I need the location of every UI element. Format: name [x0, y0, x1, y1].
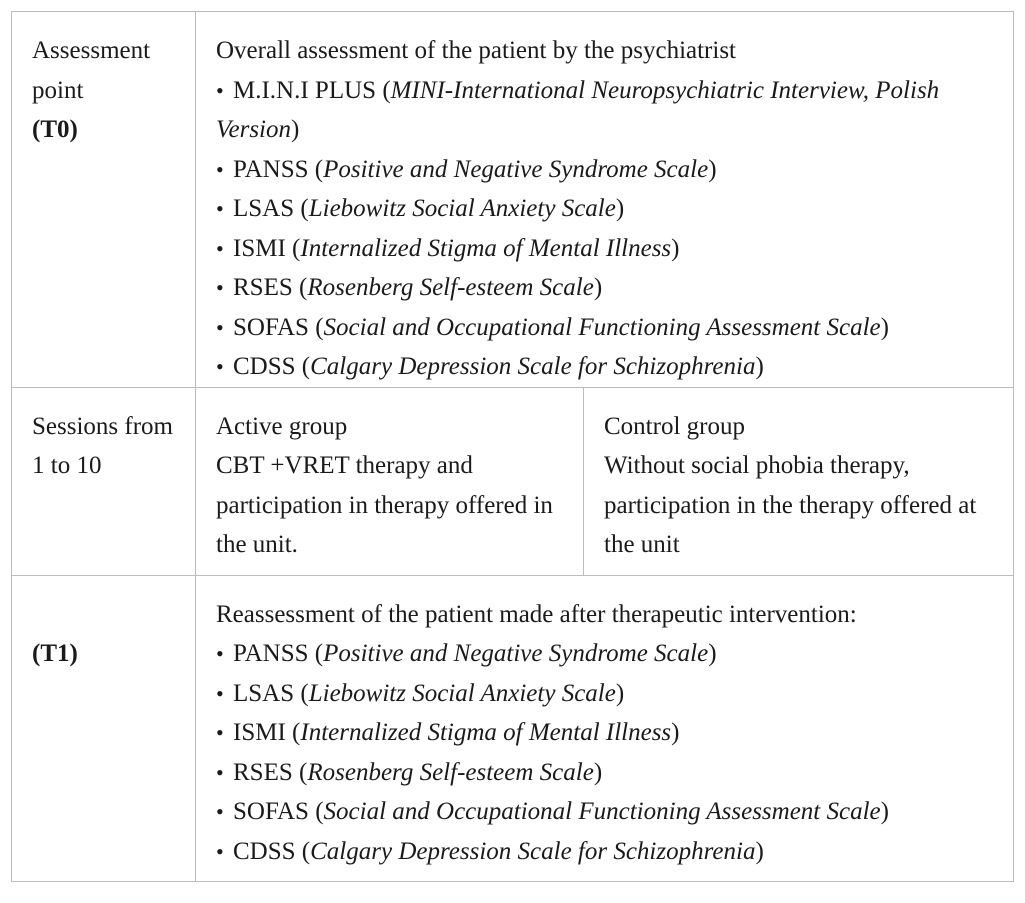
- list-item: • PANSS (Positive and Negative Syndrome Scale): [216, 150, 1003, 190]
- t0-content-cell: [196, 12, 1014, 388]
- t1-label-code: (T1): [32, 639, 78, 667]
- t0-heading: Overall assessment of the patient by the psychiatrist: [216, 37, 737, 64]
- measure-full-name: Calgary Depression Scale for Schizophrenia: [310, 353, 756, 380]
- measure-abbr: SOFAS: [233, 798, 309, 825]
- list-item: • ISMI (Internalized Stigma of Mental Illness): [216, 229, 1003, 269]
- list-item: • RSES (Rosenberg Self-esteem Scale): [216, 268, 1003, 308]
- t1-content-cell: [196, 575, 1014, 881]
- measure-full-name: Social and Occupational Functioning Assessment Scale: [323, 798, 881, 825]
- t0-label-text: Assessment point: [32, 37, 151, 104]
- bullet-icon: •: [216, 314, 224, 340]
- list-item: • M.I.N.I PLUS (MINI-International Neuropsychiatric Interview, Polish Version): [216, 71, 1003, 150]
- measure-abbr: SOFAS: [233, 313, 309, 341]
- measure-abbr: CDSS: [233, 837, 296, 865]
- active-group-text: CBT +VRET therapy and participation in therapy offered in the unit.: [216, 452, 553, 558]
- bullet-icon: •: [216, 354, 224, 379]
- list-item: • SOFAS (Social and Occupational Functioning Assessment Scale): [216, 792, 1003, 832]
- bullet-icon: •: [216, 235, 224, 261]
- table-row-sessions: [12, 387, 1014, 575]
- measure-abbr: LSAS: [233, 679, 295, 707]
- measure-abbr: ISMI: [233, 719, 286, 746]
- bullet-icon: •: [216, 838, 224, 864]
- measure-full-name: Positive and Negative Syndrome Scale: [323, 155, 709, 183]
- t0-label-code: (T0): [32, 116, 78, 143]
- list-item: • SOFAS (Social and Occupational Functioning Assessment Scale): [216, 308, 1003, 348]
- list-item: • PANSS (Positive and Negative Syndrome Scale): [216, 634, 1003, 674]
- control-group-text: Without social phobia therapy, participation in the therapy offered at the unit: [604, 452, 977, 558]
- sessions-label: Sessions from 1 to 10: [32, 412, 173, 479]
- active-group-cell: [196, 387, 584, 575]
- bullet-icon: •: [216, 799, 224, 824]
- measure-abbr: PANSS: [233, 640, 309, 667]
- measure-full-name: Internalized Stigma of Mental Illness: [300, 234, 672, 262]
- measure-full-name: Liebowitz Social Anxiety Scale: [308, 195, 616, 222]
- measure-abbr: ISMI: [233, 234, 286, 262]
- measure-abbr: RSES: [233, 758, 293, 786]
- measure-abbr: CDSS: [233, 353, 296, 380]
- t1-heading: Reassessment of the patient made after therapeutic intervention:: [216, 600, 857, 628]
- measure-full-name: Rosenberg Self-esteem Scale: [307, 758, 594, 786]
- t0-measure-list: [216, 71, 1003, 387]
- list-item: • LSAS (Liebowitz Social Anxiety Scale): [216, 189, 1003, 229]
- measure-abbr: LSAS: [233, 195, 295, 222]
- bullet-icon: •: [216, 156, 224, 182]
- active-group-title: Active group: [216, 412, 348, 440]
- list-item: • CDSS (Calgary Depression Scale for Schizophrenia): [216, 832, 1003, 872]
- list-item: • RSES (Rosenberg Self-esteem Scale): [216, 753, 1003, 793]
- table-row-t1: [12, 575, 1014, 881]
- measure-abbr: RSES: [233, 274, 293, 301]
- control-group-title: Control group: [604, 412, 745, 440]
- study-protocol-table: [11, 11, 1014, 882]
- list-item: • CDSS (Calgary Depression Scale for Schizophrenia): [216, 347, 1003, 387]
- bullet-icon: •: [216, 720, 224, 745]
- sessions-label-cell: [12, 387, 196, 575]
- bullet-icon: •: [216, 641, 224, 666]
- measure-full-name: Internalized Stigma of Mental Illness: [300, 719, 672, 746]
- list-item: • LSAS (Liebowitz Social Anxiety Scale): [216, 674, 1003, 714]
- bullet-icon: •: [216, 680, 224, 706]
- list-item: • ISMI (Internalized Stigma of Mental Illness): [216, 713, 1003, 753]
- measure-abbr: M.I.N.I PLUS: [233, 76, 377, 104]
- bullet-icon: •: [216, 275, 224, 300]
- t0-label-cell: [12, 12, 196, 388]
- control-group-cell: [584, 387, 1014, 575]
- t1-label-cell: [12, 575, 196, 881]
- measure-full-name: Social and Occupational Functioning Assessment Scale: [323, 313, 881, 341]
- measure-full-name: Positive and Negative Syndrome Scale: [323, 640, 709, 667]
- bullet-icon: •: [216, 77, 224, 103]
- measure-full-name: MINI-International Neuropsychiatric Interview, Polish Version: [216, 76, 940, 143]
- measure-full-name: Liebowitz Social Anxiety Scale: [308, 679, 616, 707]
- bullet-icon: •: [216, 196, 224, 221]
- t1-measure-list: [216, 634, 1003, 871]
- bullet-icon: •: [216, 759, 224, 785]
- measure-full-name: Rosenberg Self-esteem Scale: [307, 274, 594, 301]
- measure-full-name: Calgary Depression Scale for Schizophrenia: [310, 837, 756, 865]
- measure-abbr: PANSS: [233, 155, 309, 183]
- table-row-t0: [12, 12, 1014, 388]
